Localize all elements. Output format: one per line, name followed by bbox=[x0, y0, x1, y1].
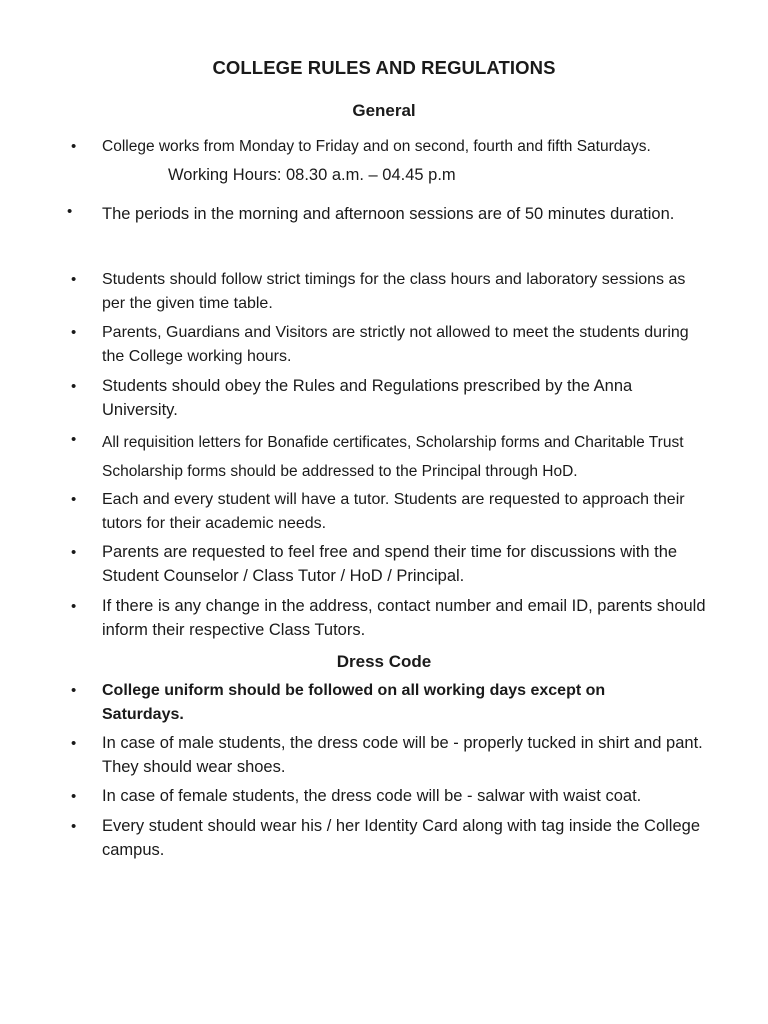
bullet: • bbox=[71, 378, 77, 395]
bullet: • bbox=[71, 682, 77, 699]
bullet: • bbox=[71, 271, 77, 288]
bullet: • bbox=[71, 324, 77, 341]
list-item-text: College works from Monday to Friday and on second, fourth and fifth Saturdays. bbox=[102, 138, 651, 155]
bullet: • bbox=[71, 735, 77, 752]
list-item-text: Students should obey the Rules and Regulations prescribed by the Anna University. bbox=[102, 377, 633, 419]
bullet: • bbox=[71, 544, 77, 561]
list-item-text: Parents are requested to feel free and spend their time for discussions with the Student Counselor / Class Tutor / HoD / Principal. bbox=[102, 543, 678, 585]
working-hours: Working Hours: 08.30 a.m. – 04.45 p.m bbox=[168, 166, 456, 184]
page-title: COLLEGE RULES AND REGULATIONS bbox=[212, 57, 556, 78]
list-item-text: College uniform should be followed on all working days except on Saturdays. bbox=[102, 682, 606, 723]
bullet: • bbox=[71, 138, 77, 155]
list-item-text: In case of male students, the dress code will be - properly tucked in shirt and pant. They should wear shoes. bbox=[102, 734, 703, 776]
bullet: • bbox=[71, 788, 77, 805]
bullet: • bbox=[71, 818, 77, 835]
list-item-text: Each and every student will have a tutor. Students are requested to approach their tutors for their academic needs. bbox=[102, 491, 685, 532]
section-heading-dress-code: Dress Code bbox=[336, 652, 432, 671]
list-item-text: In case of female students, the dress code will be - salwar with waist coat. bbox=[102, 787, 642, 805]
list-item-text: Students should follow strict timings for the class hours and laboratory sessions as per the given time table. bbox=[102, 271, 686, 312]
bullet: • bbox=[71, 491, 77, 508]
list-item-text: Parents, Guardians and Visitors are strictly not allowed to meet the students during the College working hours. bbox=[102, 324, 689, 365]
bullet: • bbox=[71, 598, 77, 615]
bullet: • bbox=[71, 431, 77, 448]
list-item-text: Every student should wear his / her Identity Card along with tag inside the College campus. bbox=[102, 817, 701, 859]
list-item-text: All requisition letters for Bonafide certificates, Scholarship forms and Charitable Trust Scholarship forms should be addressed to the Principal through HoD. bbox=[102, 434, 684, 480]
list-item-text: The periods in the morning and afternoon sessions are of 50 minutes duration. bbox=[102, 205, 675, 223]
bullet: • bbox=[67, 203, 73, 220]
list-item-text: If there is any change in the address, contact number and email ID, parents should inform their respective Class Tutors. bbox=[102, 597, 706, 639]
section-heading-general: General bbox=[352, 101, 416, 120]
